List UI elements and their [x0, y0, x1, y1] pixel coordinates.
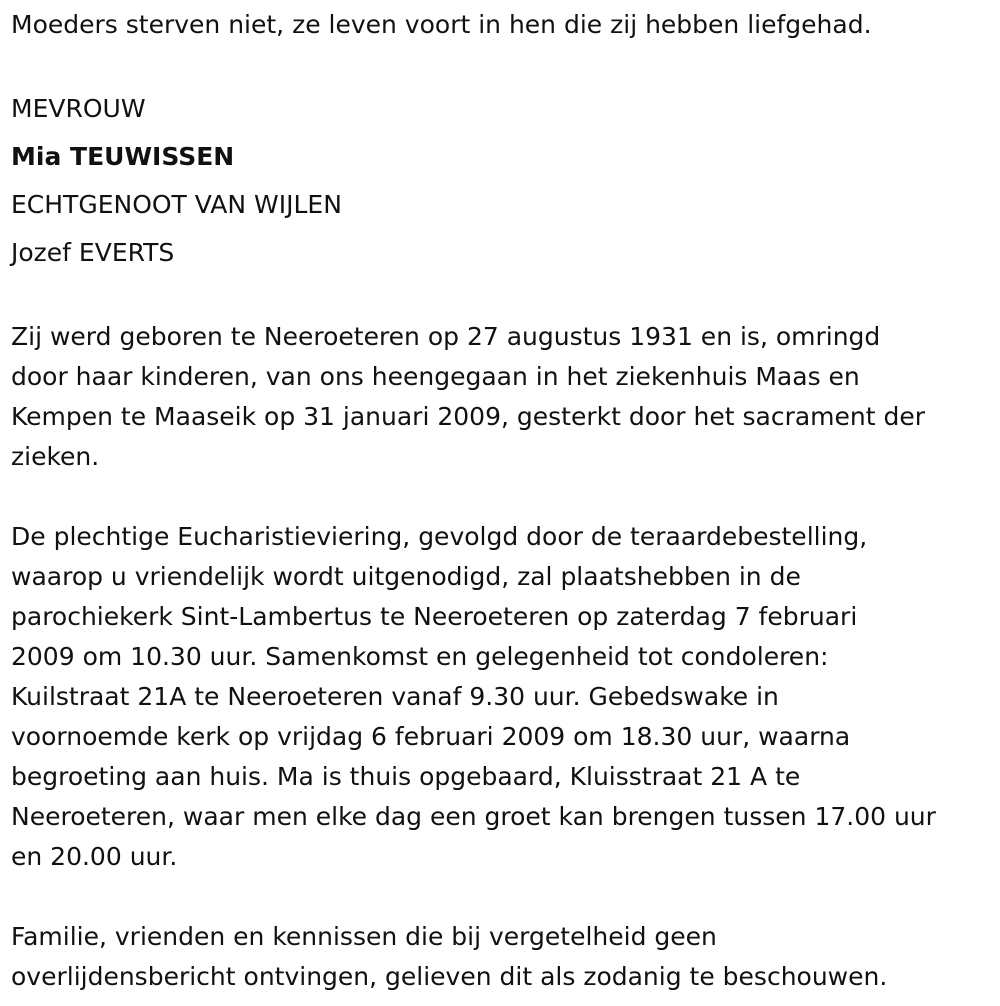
paragraph-line: zieken.	[11, 442, 100, 471]
paragraph-line: Kempen te Maaseik op 31 januari 2009, gesterkt door het sacrament der	[11, 402, 926, 431]
paragraph-line: Kuilstraat 21A te Neeroeteren vanaf 9.30 uur. Gebedswake in	[11, 682, 779, 711]
motto-quote: Moeders sterven niet, ze leven voort in hen die zij hebben liefgehad.	[11, 10, 872, 39]
paragraph-line: Zij werd geboren te Neeroeteren op 27 augustus 1931 en is, omringd	[11, 322, 881, 351]
birth-paragraph	[11, 317, 996, 477]
ceremony-paragraph	[11, 517, 996, 877]
paragraph-line: waarop u vriendelijk wordt uitgenodigd, zal plaatshebben in de	[11, 562, 801, 591]
paragraph-line: 2009 om 10.30 uur. Samenkomst en gelegenheid tot condoleren:	[11, 642, 829, 671]
paragraph-line: Familie, vrienden en kennissen die bij vergetelheid geen	[11, 922, 717, 951]
deceased-header	[11, 85, 996, 277]
paragraph-line: door haar kinderen, van ons heengegaan in het ziekenhuis Maas en	[11, 362, 860, 391]
spouse-name: Jozef EVERTS	[11, 238, 175, 267]
paragraph-line: en 20.00 uur.	[11, 842, 178, 871]
paragraph-line: parochiekerk Sint-Lambertus te Neeroeteren op zaterdag 7 februari	[11, 602, 858, 631]
paragraph-line: begroeting aan huis. Ma is thuis opgebaard, Kluisstraat 21 A te	[11, 762, 801, 791]
notice-paragraph	[11, 917, 996, 997]
obituary-document	[11, 5, 996, 997]
paragraph-line: De plechtige Eucharistieviering, gevolgd door de teraardebestelling,	[11, 522, 868, 551]
paragraph-line: overlijdensbericht ontvingen, gelieven dit als zodanig te beschouwen.	[11, 962, 888, 991]
honorific: MEVROUW	[11, 94, 146, 123]
paragraph-line: voornoemde kerk op vrijdag 6 februari 2009 om 18.30 uur, waarna	[11, 722, 851, 751]
deceased-name: Mia TEUWISSEN	[11, 142, 235, 171]
paragraph-line: Neeroeteren, waar men elke dag een groet kan brengen tussen 17.00 uur	[11, 802, 936, 831]
relation-label: ECHTGENOOT VAN WIJLEN	[11, 190, 342, 219]
